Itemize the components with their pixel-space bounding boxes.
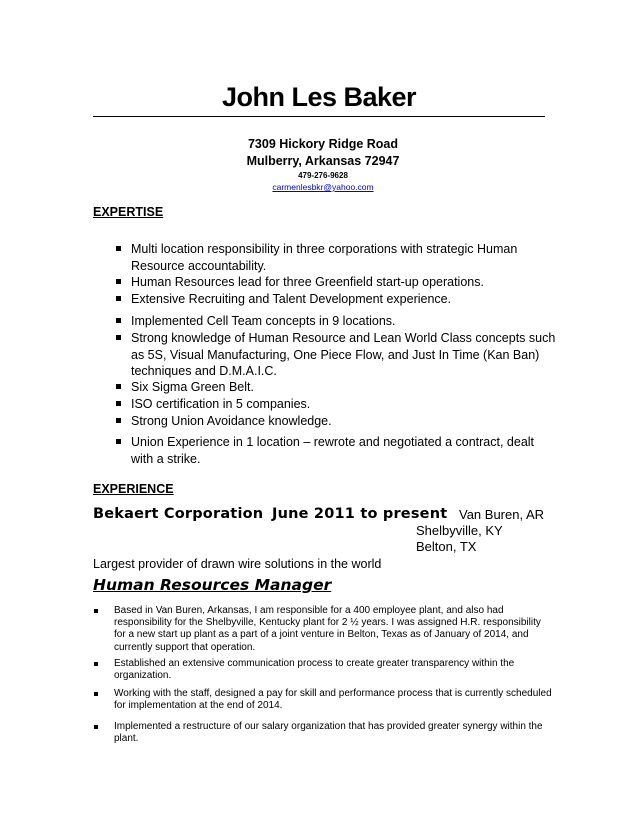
- bullet-square-icon: [116, 313, 124, 330]
- bullet-square-icon: [116, 396, 124, 413]
- bullet-square-icon: [116, 274, 124, 291]
- expertise-heading: EXPERTISE: [93, 205, 164, 219]
- location: Shelbyville, KY: [416, 523, 503, 538]
- experience-heading: EXPERIENCE: [93, 482, 174, 496]
- bullet-square-icon: [93, 688, 99, 700]
- company-description: Largest provider of drawn wire solutions in the world: [93, 557, 382, 571]
- email-link[interactable]: carmenlesbkr@yahoo.com: [272, 182, 374, 192]
- bullet-square-icon: [116, 434, 124, 451]
- job-title: Human Resources Manager: [93, 576, 332, 594]
- company-name: Bekaert Corporation: [93, 506, 264, 522]
- address-line-1: 7309 Hickory Ridge Road: [247, 137, 399, 151]
- bullet-square-icon: [116, 330, 124, 347]
- bullet-square-icon: [93, 721, 99, 733]
- location: Van Buren, AR: [459, 507, 545, 522]
- bullet-square-icon: [116, 413, 124, 430]
- resume-name: John Les Baker: [221, 82, 417, 112]
- bullet-square-icon: [116, 379, 124, 396]
- header-divider: [93, 116, 545, 117]
- bullet-square-icon: [93, 605, 99, 617]
- bullet-square-icon: [93, 658, 99, 670]
- bullet-square-icon: [116, 241, 124, 258]
- employment-dates: June 2011 to present: [272, 506, 448, 522]
- phone-number: 479-276-9628: [298, 171, 348, 180]
- resume-page: John Les Baker 7309 Hickory Ridge Road Mulberry, Arkansas 72947 479-276-9628 carmenlesbkr@yahoo.com EXPERTISE Multi location responsibility in three corporations with strategic Human Resource accountability. Human Resources lead for three Greenfield start-up operations. Extensive Recruiting and Talent Development experience. Implemented Cell Team concepts in 9 locations. Strong knowledge of Human Resource and Lean World Class concepts such as 5S, Visual Manufacturing, One Piece Flow, and Just In Time (Kan Ban) techniques and D.M.A.I.C. Six Sigma Green Belt. ISO certification in 5 companies. Strong Union Avoidance knowledge. Union Experience in 1 location – rewrote and negotiated a contract, dealt with a strike. EXPERIENCE Bekaert Corporation June 2011 to present Van Buren, AR Shelbyville, KY Belton, TX Largest provider of drawn wire solutions in the world Human Resources Manager Based in Van Buren, Arkansas, I am responsible for a 400 employee plant, and also had responsibility for the Shelbyville, Kentucky plant for 2 ½ years. I was assigned H.R. responsibility for a new start up plant as a part of a joint venture in Belton, Texas as of January of 2014, and currently support that operation. Established an extensive communication process to create greater transparency within the organization. Working with the staff, designed a pay for skill and performance process that is currently scheduled for implementation at the end of 2014. Implemented a restructure of our salary organization that has provided greater synergy within the plant.: [0, 0, 638, 826]
- bullet-square-icon: [116, 291, 124, 308]
- address-line-2: Mulberry, Arkansas 72947: [246, 154, 400, 168]
- location: Belton, TX: [416, 539, 477, 554]
